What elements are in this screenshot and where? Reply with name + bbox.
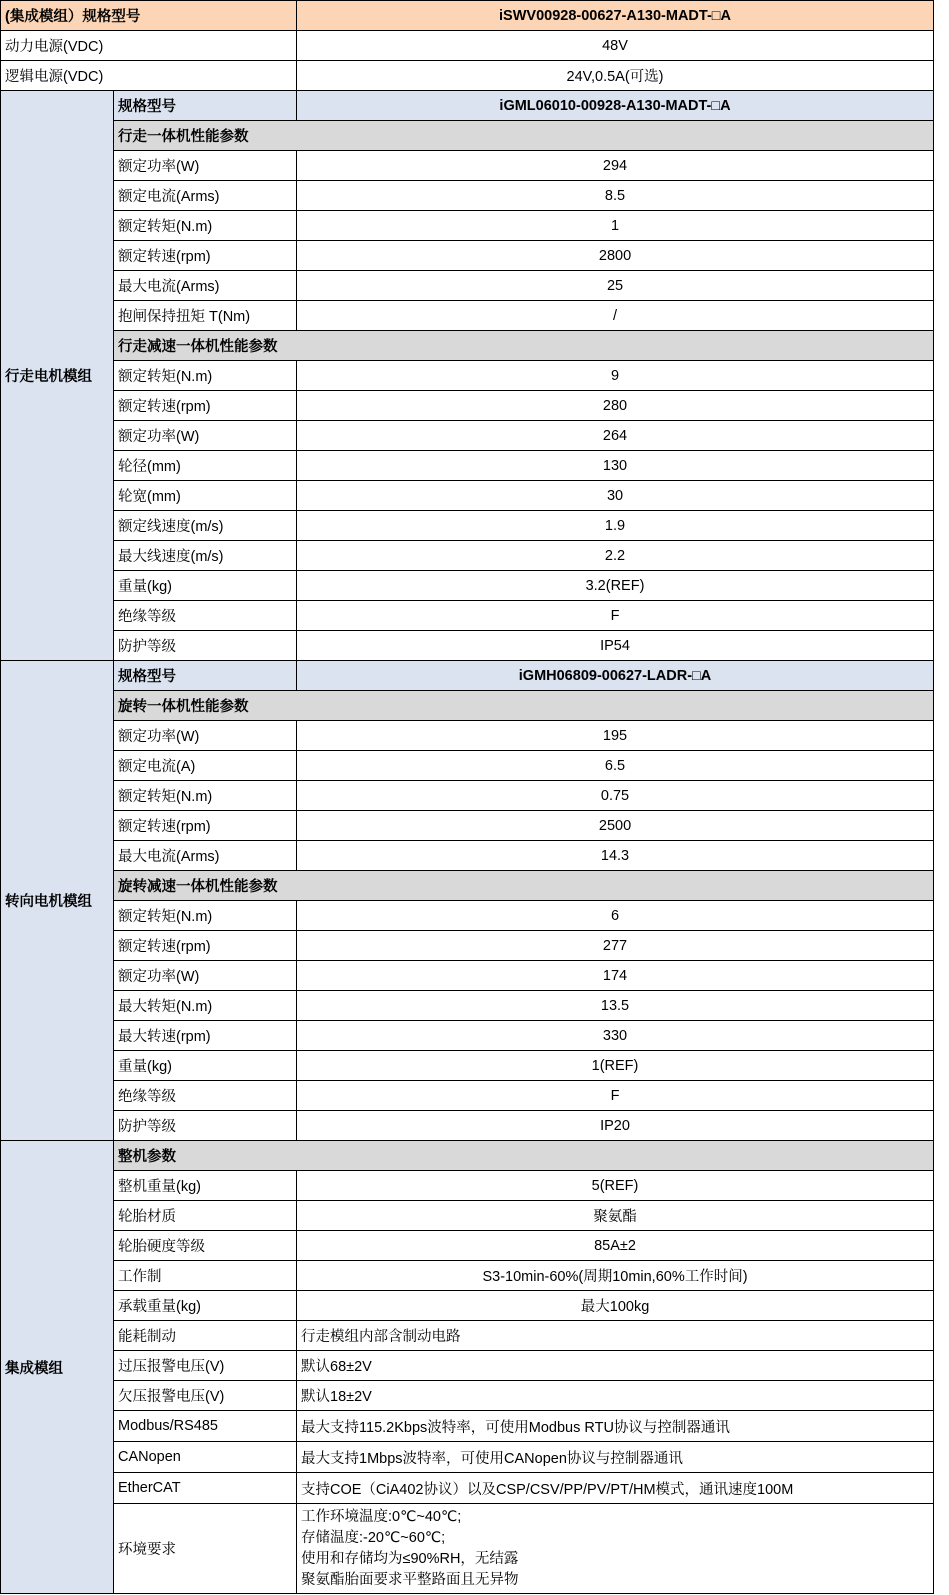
row-value: 9 (297, 361, 934, 391)
row-label: 重量(kg) (114, 1051, 297, 1081)
group-label: 行走电机模组 (1, 91, 114, 661)
env-value (297, 1504, 934, 1594)
row-label: 抱闸保持扭矩 T(Nm) (114, 301, 297, 331)
table-row (1, 631, 934, 661)
section-title-row (1, 331, 934, 361)
table-row (1, 481, 934, 511)
row-value: 195 (297, 721, 934, 751)
row-value: 280 (297, 391, 934, 421)
table-row (1, 1351, 934, 1381)
row-value: 264 (297, 421, 934, 451)
table-row (1, 931, 934, 961)
table-row (1, 1291, 934, 1321)
table-row (1, 361, 934, 391)
row-value: 6 (297, 901, 934, 931)
table-row (1, 451, 934, 481)
row-value: 330 (297, 1021, 934, 1051)
row-label: 欠压报警电压(V) (114, 1381, 297, 1411)
row-label: 最大电流(Arms) (114, 841, 297, 871)
row-label: 额定转矩(N.m) (114, 361, 297, 391)
table-row (1, 721, 934, 751)
row-label: 额定转速(rpm) (114, 391, 297, 421)
row-label: 工作制 (114, 1261, 297, 1291)
table-row (1, 1261, 934, 1291)
row-value: 默认68±2V (297, 1351, 934, 1381)
row-label: 额定功率(W) (114, 721, 297, 751)
table-header-row (1, 1, 934, 31)
table-row (1, 421, 934, 451)
row-value: 1 (297, 211, 934, 241)
row-value: 8.5 (297, 181, 934, 211)
section-title-row (1, 871, 934, 901)
table-row (1, 391, 934, 421)
table-row (1, 1411, 934, 1442)
row-value: 24V,0.5A(可选) (297, 61, 934, 91)
row-label: 额定转速(rpm) (114, 811, 297, 841)
table-row (1, 31, 934, 61)
model-value: iGML06010-00928-A130-MADT-□A (297, 91, 934, 121)
row-label: Modbus/RS485 (114, 1411, 297, 1442)
row-value: 2500 (297, 811, 934, 841)
row-value: 48V (297, 31, 934, 61)
row-value: / (297, 301, 934, 331)
env-line: 聚氨酯胎面要求平整路面且无异物 (301, 1571, 519, 1588)
model-row (1, 91, 934, 121)
row-label: 重量(kg) (114, 571, 297, 601)
table-row (1, 1081, 934, 1111)
table-row (1, 1321, 934, 1351)
row-label: 防护等级 (114, 631, 297, 661)
row-label: 额定功率(W) (114, 961, 297, 991)
table-row (1, 181, 934, 211)
table-row (1, 901, 934, 931)
row-label: 承载重量(kg) (114, 1291, 297, 1321)
row-value: 30 (297, 481, 934, 511)
env-line: 存储温度:-20℃~60℃; (301, 1529, 446, 1546)
section-title-row (1, 691, 934, 721)
env-line: 使用和存储均为≤90%RH，无结露 (301, 1550, 519, 1567)
header-value: iSWV00928-00627-A130-MADT-□A (297, 1, 934, 31)
env-label: 环境要求 (114, 1504, 297, 1594)
table-row (1, 1504, 934, 1594)
turn-module-group (1, 661, 934, 1141)
row-value: 130 (297, 451, 934, 481)
table-row (1, 751, 934, 781)
row-value: 2800 (297, 241, 934, 271)
table-row (1, 1442, 934, 1473)
table-row (1, 1051, 934, 1081)
row-value: 277 (297, 931, 934, 961)
model-row (1, 661, 934, 691)
row-value: 最大支持115.2Kbps波特率，可使用Modbus RTU协议与控制器通讯 (297, 1411, 934, 1442)
row-value: 13.5 (297, 991, 934, 1021)
table-row (1, 271, 934, 301)
table-row (1, 1111, 934, 1141)
section-title: 行走减速一体机性能参数 (114, 331, 934, 361)
table-row (1, 241, 934, 271)
row-label: 额定线速度(m/s) (114, 511, 297, 541)
row-label: 额定转速(rpm) (114, 241, 297, 271)
table-row (1, 151, 934, 181)
row-label: 绝缘等级 (114, 601, 297, 631)
table-row (1, 1171, 934, 1201)
table-row (1, 841, 934, 871)
table-row (1, 601, 934, 631)
row-label: 额定功率(W) (114, 151, 297, 181)
row-label: 最大电流(Arms) (114, 271, 297, 301)
row-label: CANopen (114, 1442, 297, 1473)
integrated-module-group (1, 1141, 934, 1594)
row-label: 逻辑电源(VDC) (1, 61, 297, 91)
group-label: 转向电机模组 (1, 661, 114, 1141)
row-value: 1(REF) (297, 1051, 934, 1081)
model-label: 规格型号 (114, 661, 297, 691)
row-label: 最大转速(rpm) (114, 1021, 297, 1051)
row-label: 防护等级 (114, 1111, 297, 1141)
section-title: 行走一体机性能参数 (114, 121, 934, 151)
table-row (1, 571, 934, 601)
table-row (1, 961, 934, 991)
row-label: 过压报警电压(V) (114, 1351, 297, 1381)
row-label: 额定功率(W) (114, 421, 297, 451)
row-value: 最大100kg (297, 1291, 934, 1321)
row-label: EtherCAT (114, 1473, 297, 1504)
table-row (1, 1021, 934, 1051)
row-label: 轮胎材质 (114, 1201, 297, 1231)
walk-module-group (1, 91, 934, 661)
row-value: IP20 (297, 1111, 934, 1141)
row-value: 行走模组内部含制动电路 (297, 1321, 934, 1351)
row-value: 默认18±2V (297, 1381, 934, 1411)
section-title-row (1, 1141, 934, 1171)
row-label: 动力电源(VDC) (1, 31, 297, 61)
table-row (1, 511, 934, 541)
section-title: 整机参数 (114, 1141, 934, 1171)
row-value: 支持COE（CiA402协议）以及CSP/CSV/PP/PV/PT/HM模式，通讯速度100M (297, 1473, 934, 1504)
row-value: IP54 (297, 631, 934, 661)
model-value: iGMH06809-00627-LADR-□A (297, 661, 934, 691)
row-label: 轮宽(mm) (114, 481, 297, 511)
table-row (1, 211, 934, 241)
row-label: 能耗制动 (114, 1321, 297, 1351)
row-value: 1.9 (297, 511, 934, 541)
row-value: 最大支持1Mbps波特率，可使用CANopen协议与控制器通讯 (297, 1442, 934, 1473)
row-label: 轮胎硬度等级 (114, 1231, 297, 1261)
row-value: 294 (297, 151, 934, 181)
env-line: 工作环境温度:0℃~40℃; (301, 1508, 462, 1525)
row-value: 0.75 (297, 781, 934, 811)
row-value: 5(REF) (297, 1171, 934, 1201)
header-label: (集成模组）规格型号 (1, 1, 297, 31)
row-label: 额定转矩(N.m) (114, 211, 297, 241)
table-row (1, 781, 934, 811)
section-title: 旋转减速一体机性能参数 (114, 871, 934, 901)
table-row (1, 1231, 934, 1261)
row-label: 最大线速度(m/s) (114, 541, 297, 571)
row-label: 额定电流(Arms) (114, 181, 297, 211)
table-row (1, 991, 934, 1021)
table-row (1, 811, 934, 841)
row-label: 额定转矩(N.m) (114, 901, 297, 931)
row-label: 绝缘等级 (114, 1081, 297, 1111)
row-label: 额定电流(A) (114, 751, 297, 781)
row-value: 2.2 (297, 541, 934, 571)
row-value: 174 (297, 961, 934, 991)
row-value: 14.3 (297, 841, 934, 871)
table-row (1, 61, 934, 91)
table-row (1, 541, 934, 571)
row-value: 3.2(REF) (297, 571, 934, 601)
row-label: 轮径(mm) (114, 451, 297, 481)
row-label: 最大转矩(N.m) (114, 991, 297, 1021)
section-title: 旋转一体机性能参数 (114, 691, 934, 721)
model-label: 规格型号 (114, 91, 297, 121)
row-value: S3-10min-60%(周期10min,60%工作时间) (297, 1261, 934, 1291)
row-value: 85A±2 (297, 1231, 934, 1261)
row-value: 聚氨酯 (297, 1201, 934, 1231)
row-value: F (297, 601, 934, 631)
row-value: F (297, 1081, 934, 1111)
group-label: 集成模组 (1, 1141, 114, 1594)
table-row (1, 1201, 934, 1231)
row-label: 整机重量(kg) (114, 1171, 297, 1201)
section-title-row (1, 121, 934, 151)
row-value: 6.5 (297, 751, 934, 781)
table-row (1, 301, 934, 331)
row-label: 额定转矩(N.m) (114, 781, 297, 811)
table-row (1, 1381, 934, 1411)
row-value: 25 (297, 271, 934, 301)
table-row (1, 1473, 934, 1504)
row-label: 额定转速(rpm) (114, 931, 297, 961)
